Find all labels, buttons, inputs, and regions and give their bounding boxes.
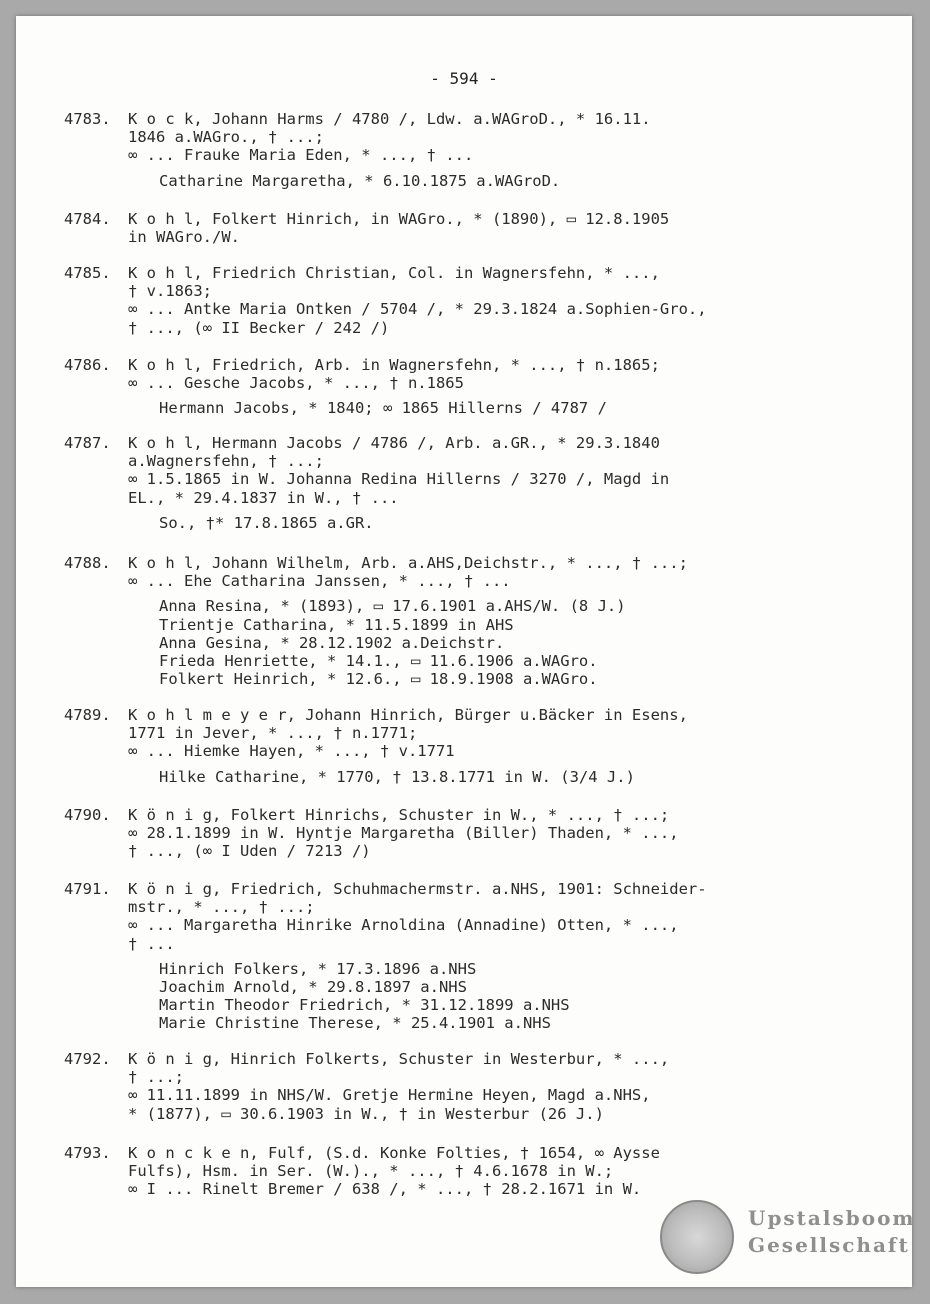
entry-number: 4786.: [64, 356, 111, 374]
child-line: So., †* 17.8.1865 a.GR.: [159, 513, 374, 532]
entry: [64, 434, 784, 532]
entry-line: * (1877), ▭ 30.6.1903 in W., † in Westerbur (26 J.): [128, 1104, 604, 1123]
child-line: Joachim Arnold, * 29.8.1897 a.NHS: [159, 978, 467, 997]
entry-line: K ö n i g, Folkert Hinrichs, Schuster in W., * ..., † ...;: [128, 806, 670, 824]
entry-body: [128, 356, 784, 418]
entry-number: 4790.: [64, 806, 111, 824]
entry: [64, 706, 784, 786]
entry-line: K ö n i g, Hinrich Folkerts, Schuster in Westerbur, * ...,: [128, 1050, 670, 1068]
document-page: [16, 16, 916, 1287]
entry: [64, 210, 784, 246]
entry: [64, 110, 784, 190]
child-line: Hinrich Folkers, * 17.3.1896 a.NHS: [159, 959, 477, 978]
entry-line: ∞ 28.1.1899 in W. Hyntje Margaretha (Biller) Thaden, * ...,: [128, 824, 679, 843]
entry-line: mstr., * ..., † ...;: [128, 898, 315, 917]
watermark-line-2: Gesellschaft: [748, 1233, 910, 1257]
entry-line: K o h l, Friedrich Christian, Col. in Wagnersfehn, * ...,: [128, 264, 660, 282]
child-line: Hilke Catharine, * 1770, † 13.8.1771 in W. (3/4 J.): [159, 767, 635, 786]
watermark-line-1: Upstalsboom: [748, 1206, 916, 1230]
entry: [64, 554, 784, 688]
child-line: Trientje Catharina, * 11.5.1899 in AHS: [159, 615, 514, 634]
entry-line: ∞ I ... Rinelt Bremer / 638 /, * ..., † 28.2.1671 in W.: [128, 1180, 642, 1199]
entry-number: 4784.: [64, 210, 111, 228]
entry-line: ∞ ... Hiemke Hayen, * ..., † v.1771: [128, 742, 455, 761]
entry-line: K ö n i g, Friedrich, Schuhmachermstr. a.NHS, 1901: Schneider-: [128, 880, 707, 898]
entry-line: ∞ ... Gesche Jacobs, * ..., † n.1865: [128, 374, 464, 393]
seal-icon: [660, 1200, 734, 1274]
entry: [64, 356, 784, 418]
entry-body: [128, 110, 784, 190]
entry-line: in WAGro./W.: [128, 228, 240, 247]
entry-line: † ..., (∞ II Becker / 242 /): [128, 318, 390, 337]
entry-line: ∞ ... Ehe Catharina Janssen, * ..., † ...: [128, 572, 511, 591]
entry-body: [128, 264, 784, 337]
entry: [64, 1050, 784, 1123]
entry-line: K o h l m e y e r, Johann Hinrich, Bürger u.Bäcker in Esens,: [128, 706, 688, 724]
entry: [64, 264, 784, 337]
entry-number: 4793.: [64, 1144, 111, 1162]
entry-line: 1771 in Jever, * ..., † n.1771;: [128, 724, 418, 743]
entry-line: ∞ 11.11.1899 in NHS/W. Gretje Hermine Heyen, Magd a.NHS,: [128, 1086, 651, 1105]
entry-body: [128, 1050, 784, 1123]
entry-line: K o c k, Johann Harms / 4780 /, Ldw. a.WAGroD., * 16.11.: [128, 110, 651, 128]
entry-line: † v.1863;: [128, 282, 212, 301]
entry: [64, 1144, 784, 1199]
entry-line: K o h l, Folkert Hinrich, in WAGro., * (1890), ▭ 12.8.1905: [128, 210, 670, 228]
entry-line: † ..., (∞ I Uden / 7213 /): [128, 842, 371, 861]
entry-body: [128, 880, 784, 1033]
entry-number: 4787.: [64, 434, 111, 452]
entry-line: 1846 a.WAGro., † ...;: [128, 128, 324, 147]
entry-line: EL., * 29.4.1837 in W., † ...: [128, 488, 399, 507]
child-line: Folkert Heinrich, * 12.6., ▭ 18.9.1908 a.WAGro.: [159, 670, 598, 689]
entry-line: K o n c k e n, Fulf, (S.d. Konke Folties, † 1654, ∞ Aysse: [128, 1144, 660, 1162]
entry-line: K o h l, Hermann Jacobs / 4786 /, Arb. a.GR., * 29.3.1840: [128, 434, 660, 452]
entry-number: 4789.: [64, 706, 111, 724]
entry-body: [128, 434, 784, 532]
entry-number: 4783.: [64, 110, 111, 128]
entry-line: ∞ ... Margaretha Hinrike Arnoldina (Annadine) Otten, * ...,: [128, 916, 679, 935]
entry-body: [128, 210, 784, 246]
child-line: Marie Christine Therese, * 25.4.1901 a.NHS: [159, 1014, 551, 1033]
child-line: Hermann Jacobs, * 1840; ∞ 1865 Hillerns / 4787 /: [159, 399, 607, 418]
watermark: [660, 1200, 916, 1276]
child-line: Catharine Margaretha, * 6.10.1875 a.WAGroD.: [159, 171, 561, 190]
entry-body: [128, 806, 784, 861]
entry-line: Fulfs), Hsm. in Ser. (W.)., * ..., † 4.6.1678 in W.;: [128, 1162, 614, 1181]
entry-line: a.Wagnersfehn, † ...;: [128, 452, 324, 471]
entry-body: [128, 554, 784, 688]
page-number: - 594 -: [430, 69, 498, 88]
entry-line: ∞ ... Antke Maria Ontken / 5704 /, * 29.3.1824 a.Sophien-Gro.,: [128, 300, 707, 319]
entry-number: 4791.: [64, 880, 111, 898]
child-line: Martin Theodor Friedrich, * 31.12.1899 a.NHS: [159, 996, 570, 1015]
entry-body: [128, 706, 784, 786]
child-line: Frieda Henriette, * 14.1., ▭ 11.6.1906 a.WAGro.: [159, 652, 598, 671]
child-line: Anna Gesina, * 28.12.1902 a.Deichstr.: [159, 633, 505, 652]
child-line: Anna Resina, * (1893), ▭ 17.6.1901 a.AHS/W. (8 J.): [159, 597, 626, 616]
entry: [64, 806, 784, 861]
entry-line: ∞ ... Frauke Maria Eden, * ..., † ...: [128, 146, 474, 165]
entry-line: K o h l, Johann Wilhelm, Arb. a.AHS,Deichstr., * ..., † ...;: [128, 554, 688, 572]
entry-line: † ...;: [128, 1068, 184, 1087]
entry-body: [128, 1144, 784, 1199]
entry-line: † ...: [128, 934, 175, 953]
entry-line: ∞ 1.5.1865 in W. Johanna Redina Hillerns / 3270 /, Magd in: [128, 470, 670, 489]
entry-line: K o h l, Friedrich, Arb. in Wagnersfehn, * ..., † n.1865;: [128, 356, 660, 374]
entry-number: 4785.: [64, 264, 111, 282]
entry-number: 4792.: [64, 1050, 111, 1068]
entry: [64, 880, 784, 1033]
entry-number: 4788.: [64, 554, 111, 572]
